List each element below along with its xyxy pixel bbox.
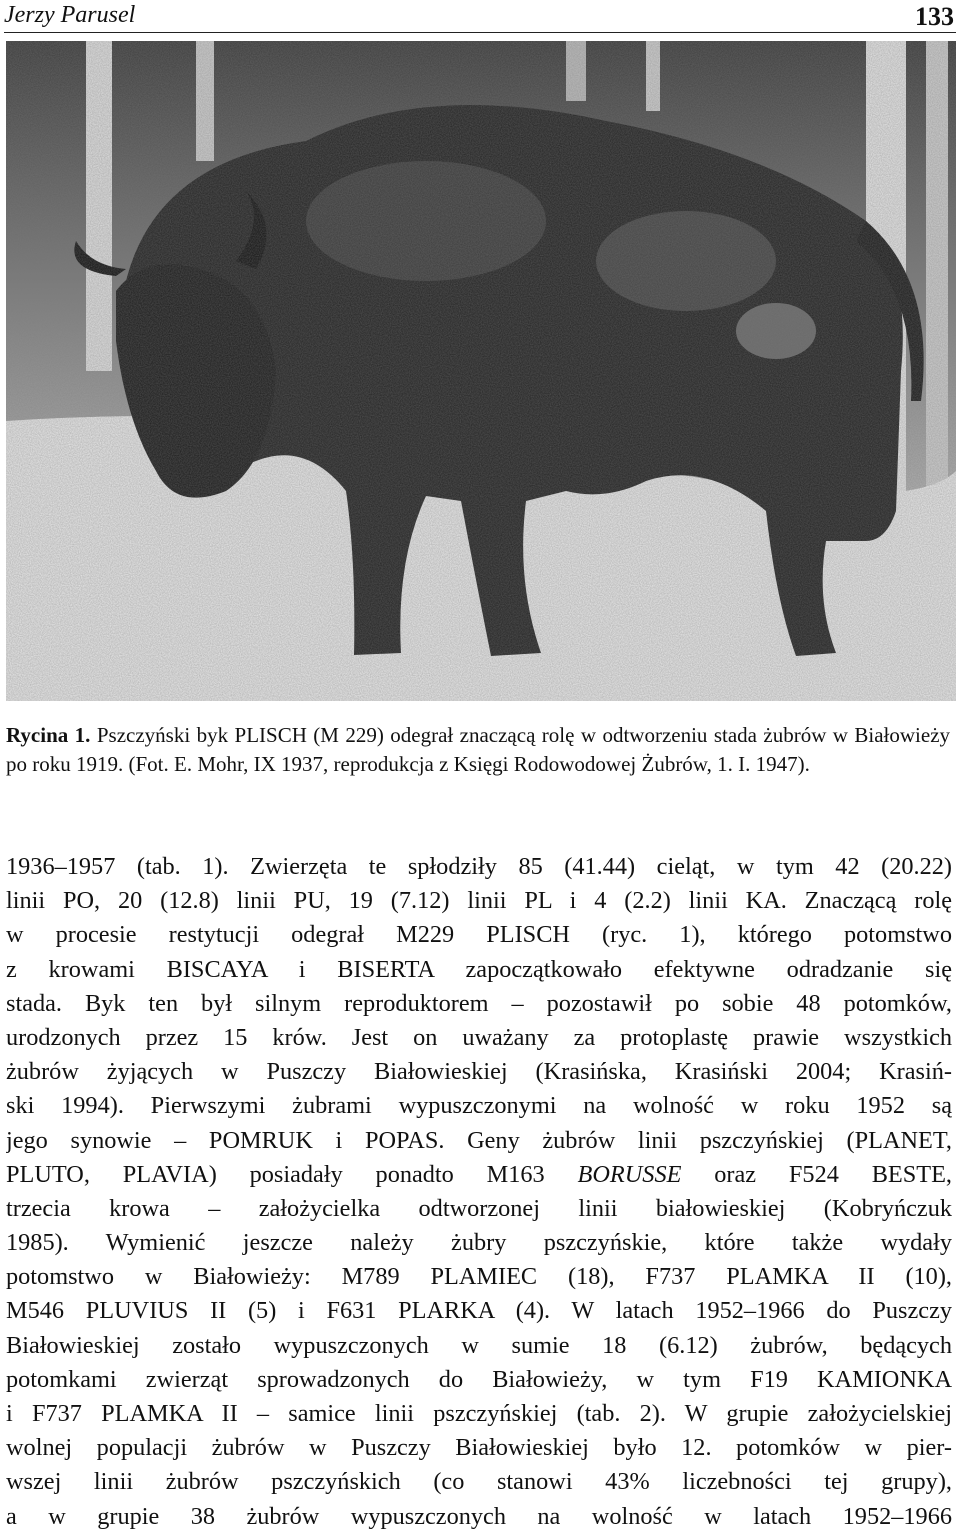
text-line: z krowami BISCAYA i BISERTA zapoczątkowało efektywne odradzanie się [6,955,952,983]
text-line: urodzonych przez 15 krów. Jest on uważany za protoplastę prawie wszystkich [6,1023,952,1051]
text-line: wszej linii żubrów pszczyńskich (co stanowi 43% liczebności tej grupy), [6,1468,952,1496]
page-number: 133 [915,2,954,31]
text-line: w procesie restytucji odegrał M229 PLISCH (ryc. 1), którego potomstwo [6,921,952,949]
text-line-part: PLUTO, PLAVIA) posiadały ponadto M163 [6,1160,545,1188]
text-line: stada. Byk ten był silnym reproduktorem – pozostawił po sobie 48 potomków, [6,989,952,1017]
text-line: linii PO, 20 (12.8) linii PU, 19 (7.12) linii PL i 4 (2.2) linii KA. Znaczącą rolę [6,887,952,915]
text-line: potomkami zwierząt sprowadzonych do Białowieży, w tym F19 KAMIONKA [6,1365,952,1393]
text-line: jego synowie – POMRUK i POPAS. Geny żubrów linii pszczyńskiej (PLANET, [6,1126,952,1154]
text-line-with-italic [6,1158,952,1192]
text-line: ski 1994). Pierwszymi żubrami wypuszczonymi na wolność w roku 1952 są [6,1092,952,1120]
text-line: potomstwo w Białowieży: M789 PLAMIEC (18), F737 PLAMKA II (10), [6,1263,952,1291]
text-line: M546 PLUVIUS II (5) i F631 PLARKA (4). W latach 1952–1966 do Puszczy [6,1297,952,1325]
text-line: i F737 PLAMKA II – samice linii pszczyńskiej (tab. 2). W grupie założycielskiej [6,1400,952,1427]
text-line-part: oraz F524 BESTE, [714,1160,952,1188]
header-rule [4,32,956,33]
running-head-author: Jerzy Parusel [4,2,136,28]
italic-name: BORUSSE [577,1160,682,1188]
figure-caption [6,721,950,779]
text-line: wolnej populacji żubrów w Puszczy Białowieskiej było 12. potomków w pier- [6,1434,952,1462]
body-paragraph [6,850,952,1534]
text-line: 1985). Wymienić jeszcze należy żubry pszczyńskie, które także wydały [6,1229,952,1257]
figure-caption-text: Pszczyński byk PLISCH (M 229) odegrał znaczącą rolę w odtworzeniu stada żubrów w Białowieży po roku 1919. (Fot. E. Mohr, IX 1937, reprodukcja z Księgi Rodowodowej Żubrów, 1. I. 1947). [6,723,951,776]
figure-label: Rycina 1. [6,723,91,747]
text-line: Białowieskiej zostało wypuszczonych w sumie 18 (6.12) żubrów, będących [6,1331,952,1359]
page-header [0,0,960,34]
text-line: żubrów żyjących w Puszczy Białowieskiej (Krasińska, Krasiński 2004; Krasiń- [6,1058,952,1086]
text-line: a w grupie 38 żubrów wypuszczonych na wolność w latach 1952–1966 [6,1502,952,1530]
figure-photo-bison [6,41,956,701]
text-line: trzecia krowa – założycielka odtworzonej linii białowieskiej (Kobryńczuk [6,1194,952,1222]
text-line: 1936–1957 (tab. 1). Zwierzęta te spłodziły 85 (41.44) cieląt, w tym 42 (20.22) [6,853,952,880]
bison-illustration [6,41,956,701]
